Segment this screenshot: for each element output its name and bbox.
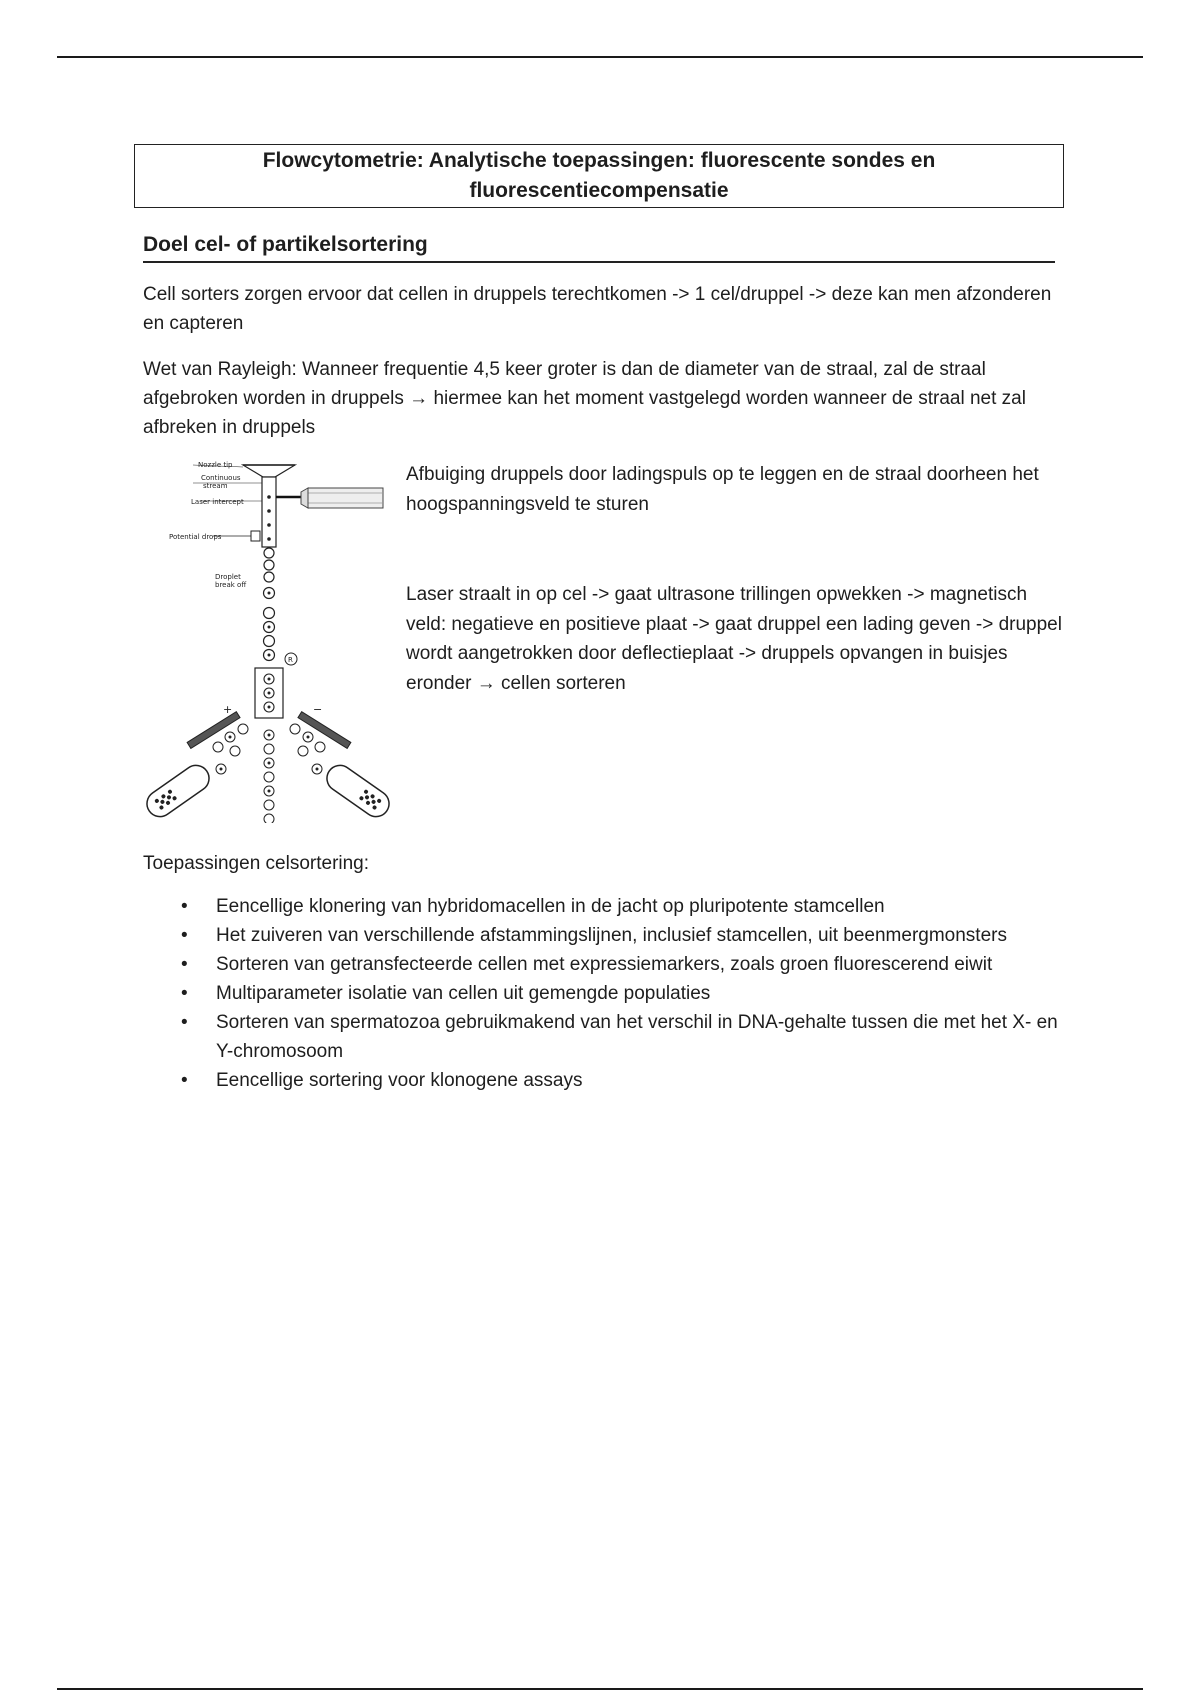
- label-droplet-1: Droplet: [215, 573, 241, 581]
- label-plus: +: [223, 703, 233, 716]
- footer-rule: [57, 1688, 1143, 1690]
- label-continuous-1: Continuous: [201, 474, 241, 482]
- cell-sorter-diagram: [143, 453, 393, 823]
- document-title-line-1: Flowcytometrie: Analytische toepassingen: fluorescente sondes en: [262, 149, 936, 172]
- applications-list: [143, 892, 1063, 1095]
- label-nozzle-tip: Nozzle tip: [198, 461, 233, 469]
- laser-source: [308, 488, 383, 508]
- applications-title: Toepassingen celsortering:: [143, 853, 370, 874]
- collection-tube-left: [143, 760, 214, 821]
- side-text-laser: Laser straalt in op cel -> gaat ultrasone trillingen opwekken -> magnetisch veld: negatieve en positieve plaat -> gaat druppel een lading geven -> druppel wordt aangetrokken door deflectieplaat -> druppels opvangen in buisjes eronder → cellen sorteren: [406, 584, 1062, 694]
- deflection-plate-negative: [298, 712, 351, 749]
- label-circle-mark: R: [288, 656, 293, 664]
- section-heading: Doel cel- of partikelsortering: [143, 231, 1055, 263]
- label-continuous-2: stream: [203, 482, 228, 490]
- list-item: • Eencellige sortering voor klonogene assays: [143, 1066, 1063, 1095]
- paragraph-rayleigh: Wet van Rayleigh: Wanneer frequentie 4,5 keer groter is dan de diameter van de straal, zal de straal afgebroken worden in druppels → hiermee kan het moment vastgelegd worden wanneer de straal net zal afbreken in druppels: [143, 359, 1026, 438]
- list-item: • Sorteren van getransfecteerde cellen met expressiemarkers, zoals groen fluorescerend eiwit: [143, 950, 1063, 979]
- bullet-icon: •: [181, 925, 188, 946]
- list-item: • Sorteren van spermatozoa gebruikmakend van het verschil in DNA-gehalte tussen die met het X- en Y-chromosoom: [143, 1008, 1063, 1066]
- bullet-icon: •: [181, 896, 188, 917]
- collection-tube-right: [322, 760, 393, 821]
- deflection-plate-positive: [187, 712, 240, 749]
- label-droplet-2: break off: [215, 581, 247, 589]
- list-item: • Het zuiveren van verschillende afstammingslijnen, inclusief stamcellen, uit beenmergmonsters: [143, 921, 1063, 950]
- label-potential-drops: Potential drops: [169, 533, 222, 541]
- side-text-deflection: Afbuiging druppels door ladingspuls op te leggen en de straal doorheen het hoogspanningsveld te sturen: [406, 464, 1039, 515]
- label-minus: −: [313, 703, 323, 716]
- bullet-icon: •: [181, 983, 188, 1004]
- list-item: • Eencellige klonering van hybridomacellen in de jacht op pluripotente stamcellen: [143, 892, 1063, 921]
- document-title-box: [134, 144, 1064, 208]
- nozzle-funnel: [243, 465, 295, 477]
- label-laser-intercept: Laser intercept: [191, 498, 244, 506]
- paragraph-cell-sorters: Cell sorters zorgen ervoor dat cellen in druppels terechtkomen -> 1 cel/druppel -> deze kan men afzonderen en capteren: [143, 284, 1052, 334]
- document-title-line-2: fluorescentiecompensatie: [469, 179, 729, 202]
- header-rule: [57, 56, 1143, 58]
- list-item: • Multiparameter isolatie van cellen uit gemengde populaties: [143, 979, 1063, 1008]
- bullet-icon: •: [181, 1070, 188, 1091]
- bullet-icon: •: [181, 954, 188, 975]
- bullet-icon: •: [181, 1012, 188, 1033]
